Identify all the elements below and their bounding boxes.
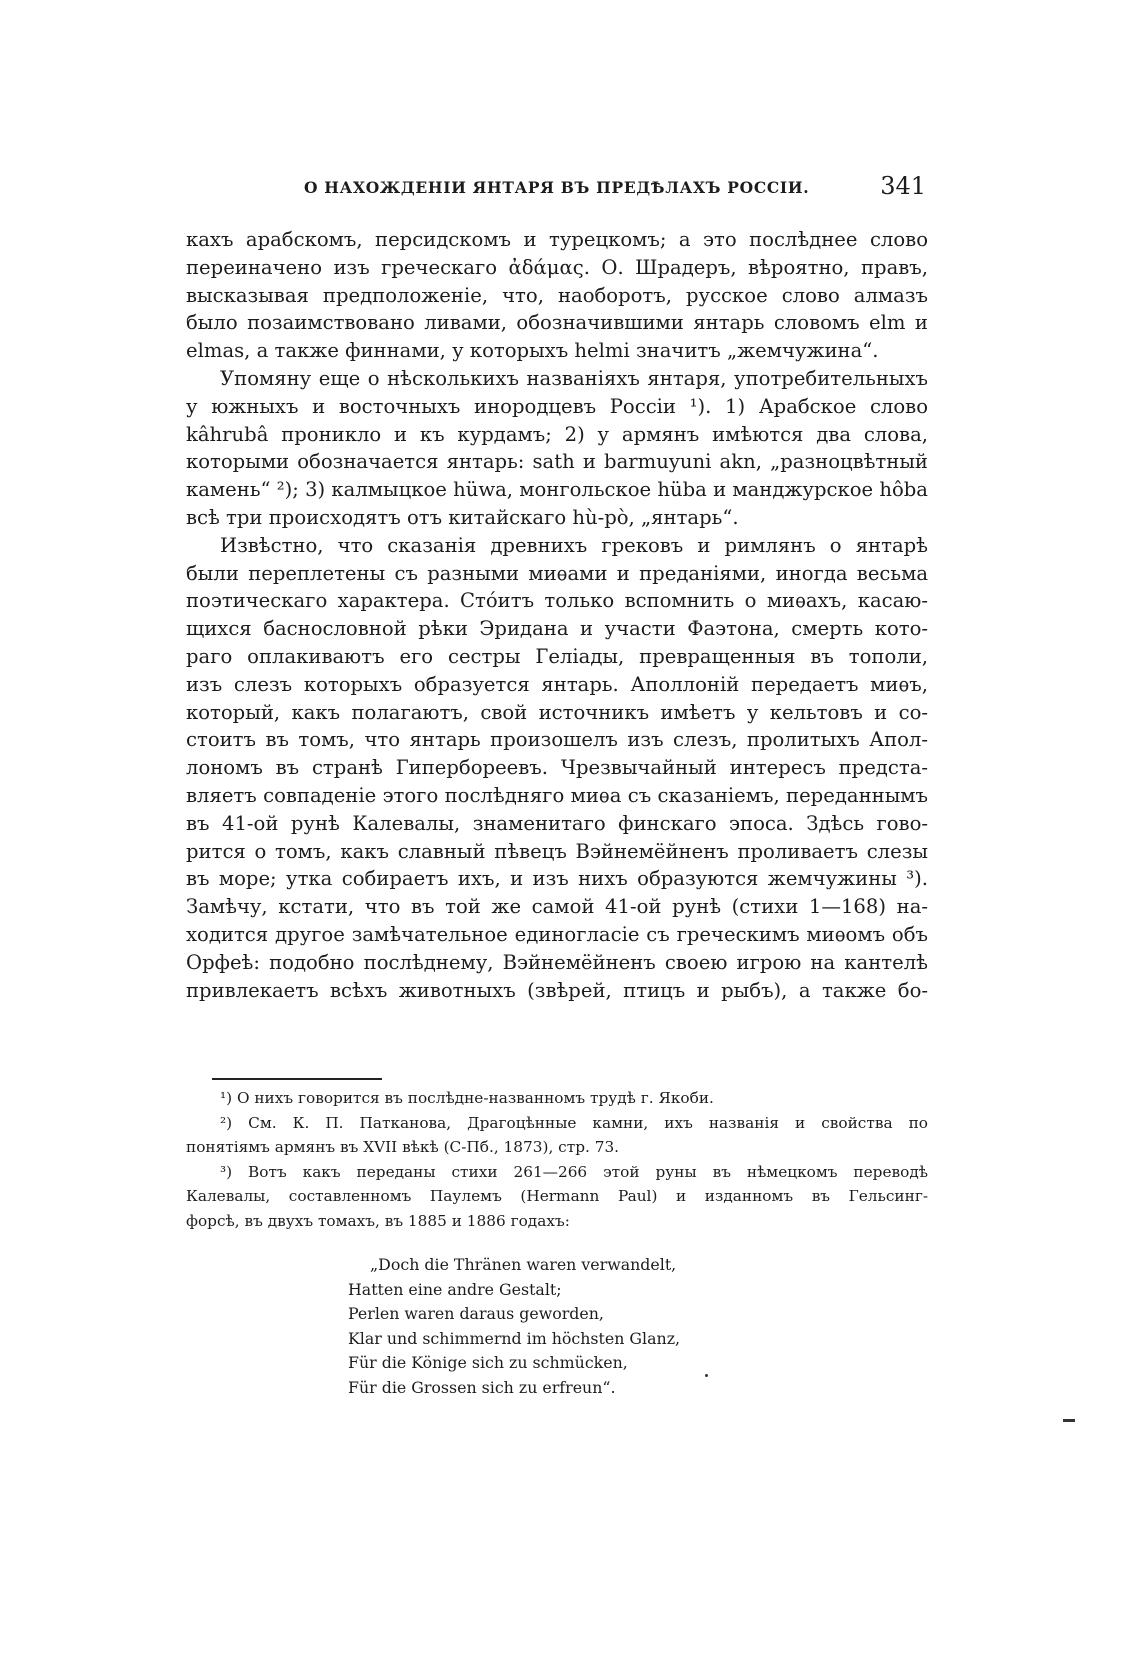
verse-line: „Doch die Thränen waren verwandelt, xyxy=(370,1255,677,1274)
footnote-line: Калевалы, составленномъ Паулемъ (Hermann Paul) и изданномъ въ Гельсинг- xyxy=(186,1187,928,1205)
text-line: Упомяну еще о нѣсколькихъ названіяхъ янтаря, употребительныхъ xyxy=(220,366,928,390)
footnote-line: понятіямъ армянъ въ XVII вѣкѣ (С-Пб., 1873), стр. 73. xyxy=(186,1138,620,1156)
verse-line: Für die Grossen sich zu erfreun“. xyxy=(348,1377,616,1397)
text-line: Извѣстно, что сказанія древнихъ грековъ и римлянъ о янтарѣ xyxy=(220,533,928,557)
text-line: камень“ ²); 3) калмыцкое hüwa, монгольское hüba и манджурское hôba xyxy=(186,478,928,502)
text-line: были переплетены съ разными миѳами и преданіями, иногда весьма xyxy=(186,561,928,585)
page-header xyxy=(186,172,928,206)
text-line: высказывая предположеніе, что, наоборотъ, русское слово алмазъ xyxy=(186,283,928,307)
text-line: elmas, а также финнами, у которыхъ helmi значитъ „жемчужина“. xyxy=(186,339,879,363)
text-line: ходится другое замѣчательное единогласіе съ греческимъ миѳомъ объ xyxy=(186,922,928,946)
text-line: кахъ арабскомъ, персидскомъ и турецкомъ; а это послѣднее слово xyxy=(186,228,928,251)
text-line: лономъ въ странѣ Гипербореевъ. Чрезвычайный интересъ предста- xyxy=(186,756,928,780)
text-line: вляетъ совпаденіе этого послѣдняго миѳа съ сказаніемъ, переданнымъ xyxy=(186,783,928,807)
text-line: поэтическаго характера. Стóитъ только вспомнить о миѳахъ, касаю- xyxy=(186,589,928,613)
text-line: переиначено изъ греческаго ἀδάμας. О. Шрадеръ, вѣроятно, правъ, xyxy=(186,255,928,279)
scan-margin-mark xyxy=(1063,1419,1075,1422)
footnote-line: ¹) О нихъ говорится въ послѣдне-названномъ трудѣ г. Якоби. xyxy=(220,1089,714,1107)
text-line: щихся баснословной рѣки Эридана и участи Фаэтона, смерть кото- xyxy=(186,617,928,641)
main-text xyxy=(186,226,928,1004)
text-line: въ 41-ой рунѣ Калевалы, знаменитаго финскаго эпоса. Здѣсь гово- xyxy=(186,811,928,835)
text-line: всѣ три происходятъ отъ китайскаго hù-pò, „янтарь“. xyxy=(186,505,739,529)
text-line: которыми обозначается янтарь: sath и barmuyuni akn, „разноцвѣтный xyxy=(186,450,928,474)
footnote-line: ³) Вотъ какъ переданы стихи 261—266 этой руны въ нѣмецкомъ переводѣ xyxy=(220,1162,928,1181)
text-line: у южныхъ и восточныхъ инородцевъ Россіи ¹). 1) Арабское слово xyxy=(186,394,928,418)
text-line: рится о томъ, какъ славный пѣвецъ Вэйнемёйненъ проливаетъ слезы xyxy=(186,839,928,863)
german-verse-quote xyxy=(348,1253,680,1400)
footnote-divider xyxy=(212,1078,382,1080)
text-line: раго оплакиваютъ его сестры Геліады, превращенныя въ тополи, xyxy=(186,644,928,668)
text-line: стоитъ въ томъ, что янтарь произошелъ изъ слезъ, пролитыхъ Апол- xyxy=(186,728,928,752)
text-line: было позаимствовано ливами, обозначившими янтарь словомъ elm и xyxy=(186,311,928,335)
page-number: 341 xyxy=(880,172,926,200)
scan-speck xyxy=(705,1374,708,1377)
verse-line: Für die Könige sich zu schmücken, xyxy=(348,1353,628,1372)
text-line: Орфеѣ: подобно послѣднему, Вэйнемёйненъ своею игрою на кантелѣ xyxy=(186,950,928,974)
verse-line: Klar und schimmernd im höchsten Glanz, xyxy=(348,1328,681,1348)
text-line: привлекаетъ всѣхъ животныхъ (звѣрей, птицъ и рыбъ), а также бо- xyxy=(186,978,928,1002)
text-line: Замѣчу, кстати, что въ той же самой 41-ой рунѣ (стихи 1—168) на- xyxy=(186,895,928,919)
footnotes xyxy=(186,1086,928,1233)
footnote-line: форсѣ, въ двухъ томахъ, въ 1885 и 1886 годахъ: xyxy=(186,1211,570,1230)
text-line: который, какъ полагаютъ, свой источникъ имѣетъ у кельтовъ и со- xyxy=(186,700,928,724)
verse-line: Hatten eine andre Gestalt; xyxy=(348,1279,562,1299)
text-line: въ море; утка собираетъ ихъ, и изъ нихъ образуются жемчужины ³). xyxy=(186,867,928,891)
running-title: О НАХОЖДЕНІИ ЯНТАРЯ ВЪ ПРЕДѢЛАХЪ РОССІИ. xyxy=(304,178,810,197)
footnote-line: ²) См. К. П. Патканова, Драгоцѣнные камни, ихъ названія и свойства по xyxy=(220,1113,928,1132)
text-line: изъ слезъ которыхъ образуется янтарь. Аполлоній передаетъ миѳъ, xyxy=(186,672,928,696)
text-line: kâhrubâ проникло и къ курдамъ; 2) у армянъ имѣются два слова, xyxy=(186,422,928,446)
verse-line: Perlen waren daraus geworden, xyxy=(348,1304,604,1323)
